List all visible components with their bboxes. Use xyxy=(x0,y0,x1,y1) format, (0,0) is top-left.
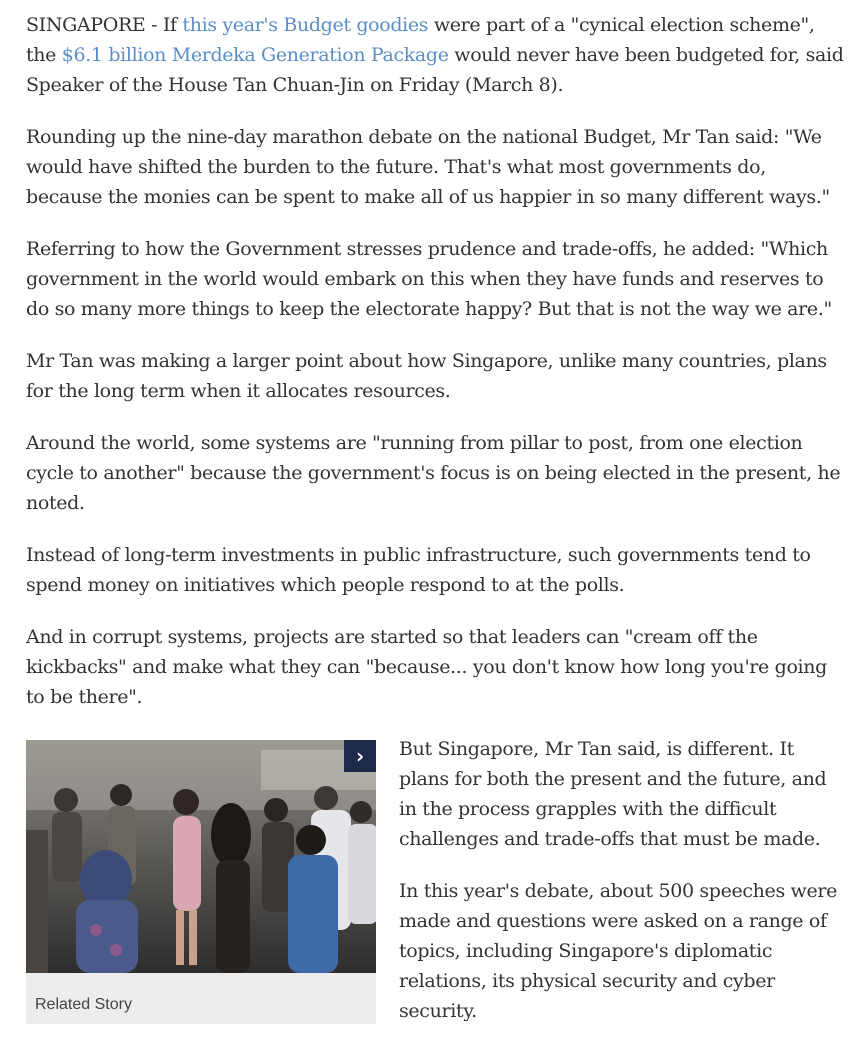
paragraph-9: In this year's debate, about 500 speeches were made and questions were asked on a range of topics, including Singapore's diplomatic relations, its physical security and cyber security. xyxy=(399,880,837,1022)
paragraph-4: Mr Tan was making a larger point about how Singapore, unlike many countries, plans for the long term when it allocates resources. xyxy=(26,350,827,402)
budget-goodies-link[interactable]: this year's Budget goodies xyxy=(182,14,429,36)
paragraph-1-suffix: would never have been budgeted for, said Speaker of the House Tan Chuan-Jin on Friday (March 8). xyxy=(26,44,844,96)
paragraph-6: Instead of long-term investments in public infrastructure, such governments tend to spend money on initiatives which people respond to at the polls. xyxy=(26,544,811,596)
related-story-label: Related Story xyxy=(35,996,132,1013)
related-story-card[interactable] xyxy=(26,740,376,1024)
paragraph-7: And in corrupt systems, projects are started so that leaders can "cream off the kickbacks" and make what they can "because... you don't know how long you're going to be there". xyxy=(26,626,827,708)
paragraph-2: Rounding up the nine-day marathon debate on the national Budget, Mr Tan said: "We would have shifted the burden to the future. That's what most governments do, because the monies can be spent to make all of us happier in so many different ways." xyxy=(26,126,830,208)
related-story-photo[interactable] xyxy=(26,740,376,973)
article-body xyxy=(26,10,846,1024)
paragraph-8: But Singapore, Mr Tan said, is different. It plans for both the present and the future, and in the process grapples with the difficult challenges and trade-offs that must be made. xyxy=(399,738,827,850)
merdeka-package-link[interactable]: $6.1 billion Merdeka Generation Package xyxy=(61,44,449,66)
paragraph-1-prefix: SINGAPORE - If xyxy=(26,14,183,36)
chevron-right-icon[interactable]: › xyxy=(344,740,376,772)
paragraph-5: Around the world, some systems are "running from pillar to post, from one election cycle to another" because the government's focus is on being elected in the present, he noted. xyxy=(26,432,841,514)
paragraph-3: Referring to how the Government stresses prudence and trade-offs, he added: "Which government in the world would embark on this when they have funds and reserves to do so many more things to keep the electorate happy? But that is not the way we are." xyxy=(26,238,832,320)
paragraph-1 xyxy=(26,10,846,100)
paragraph-1-middle: were part of a "cynical election scheme", the xyxy=(26,14,815,66)
related-story-row xyxy=(26,734,846,1024)
wrapped-text-column xyxy=(399,734,849,1048)
